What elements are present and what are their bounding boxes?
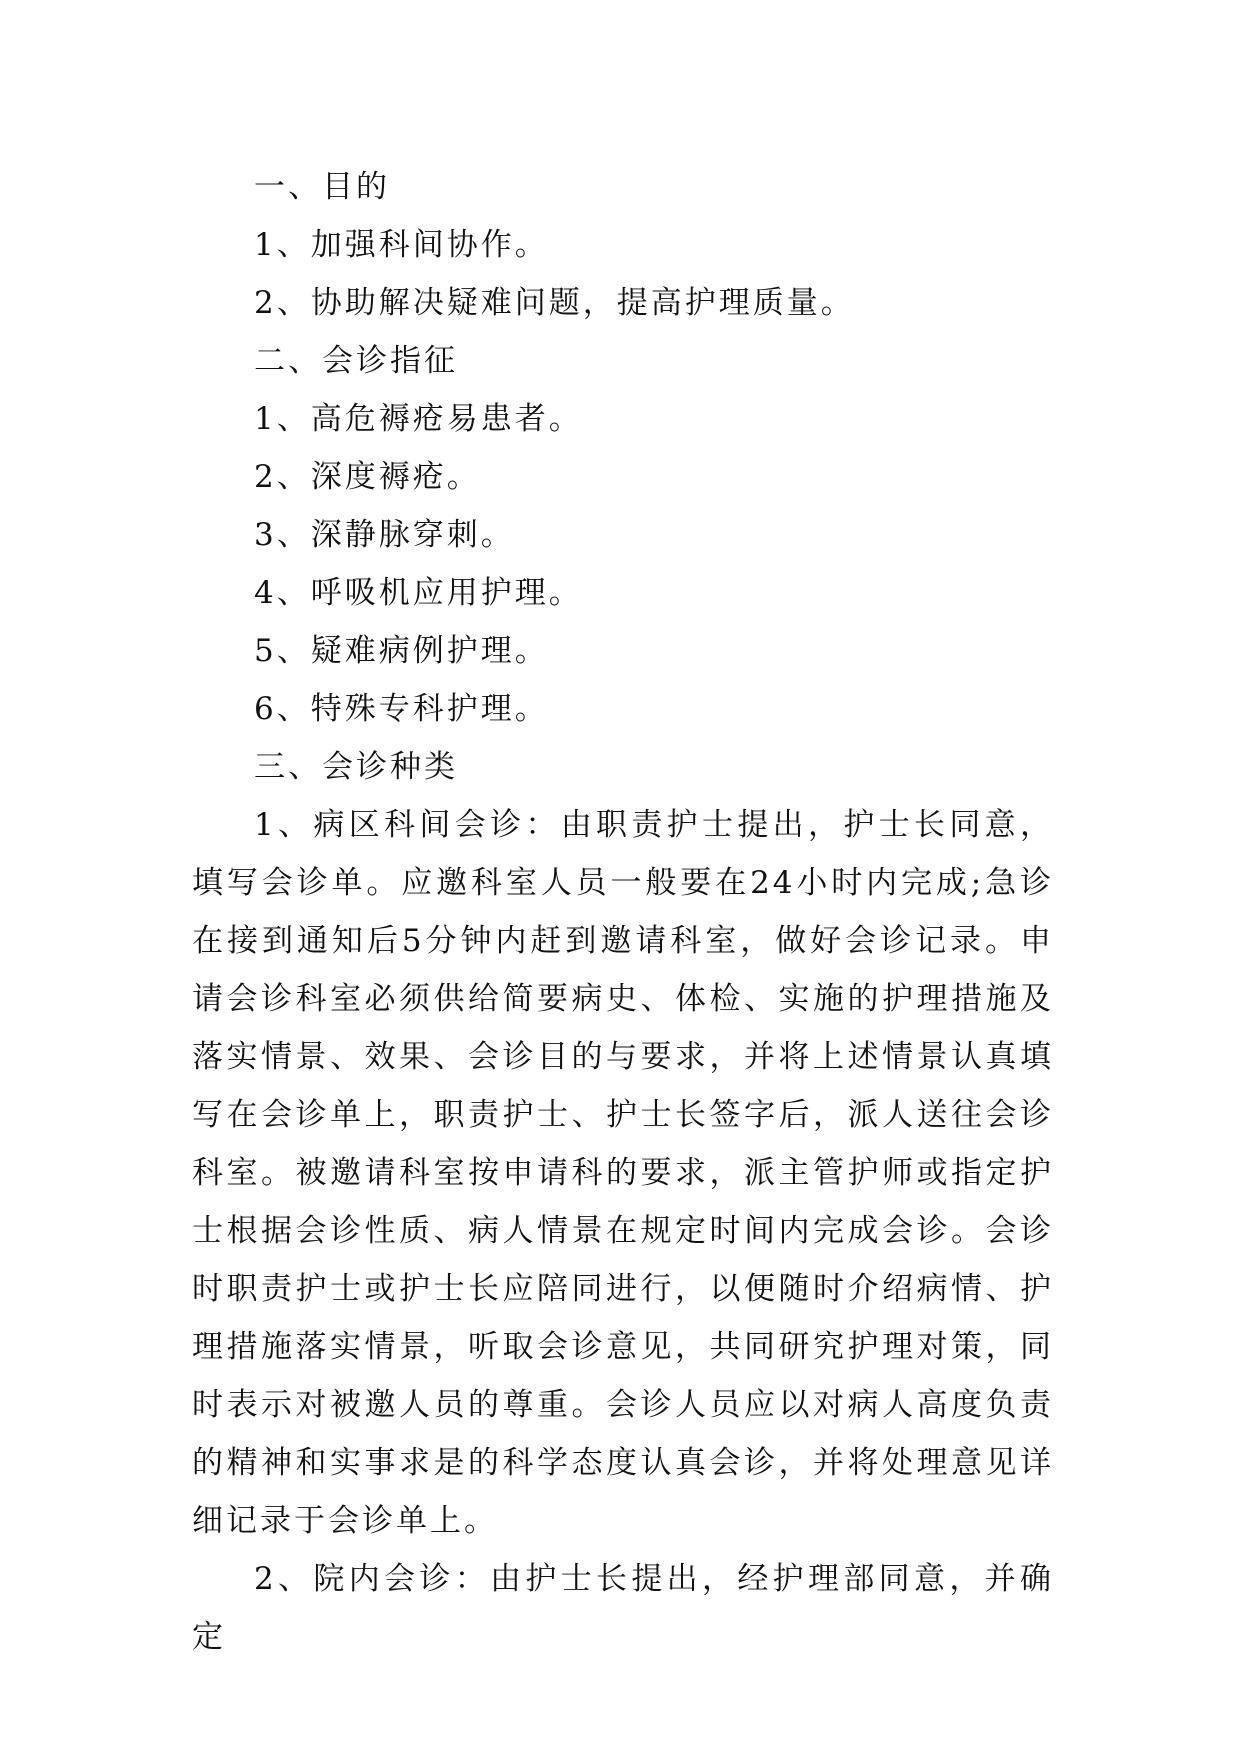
list-item: 3、深静脉穿刺。 xyxy=(254,517,515,553)
list-item: 5、疑难病例护理。 xyxy=(254,633,549,669)
list-item: 1、高危褥疮易患者。 xyxy=(254,401,583,437)
list-item: 4、呼吸机应用护理。 xyxy=(254,575,583,611)
document-body xyxy=(192,158,1054,1666)
list-item: 6、特殊专科护理。 xyxy=(254,691,549,727)
paragraph-ward-consultation: 1、病区科间会诊：由职责护士提出，护士长同意，填写会诊单。应邀科室人员一般要在24小时内完成;急诊在接到通知后5分钟内赶到邀请科室，做好会诊记录。申请会诊科室必须供给简要病史、体检、实施的护理措施及落实情景、效果、会诊目的与要求，并将上述情景认真填写在会诊单上，职责护士、护士长签字后，派人送往会诊科室。被邀请科室按申请科的要求，派主管护师或指定护士根据会诊性质、病人情景在规定时间内完成会诊。会诊时职责护士或护士长应陪同进行，以便随时介绍病情、护理措施落实情景，听取会诊意见，共同研究护理对策，同时表示对被邀人员的尊重。会诊人员应以对病人高度负责的精神和实事求是的科学态度认真会诊，并将处理意见详细记录于会诊单上。 xyxy=(192,807,1054,1539)
paragraph-hospital-consultation: 2、院内会诊：由护士长提出，经护理部同意，并确定 xyxy=(192,1561,1054,1655)
list-item: 2、深度褥疮。 xyxy=(254,459,481,495)
section-heading-indications: 二、会诊指征 xyxy=(254,343,458,379)
list-item: 1、加强科间协作。 xyxy=(254,227,549,263)
list-item: 2、协助解决疑难问题，提高护理质量。 xyxy=(254,285,855,321)
section-heading-types: 三、会诊种类 xyxy=(254,749,458,785)
section-heading-purpose: 一、目的 xyxy=(254,169,390,205)
